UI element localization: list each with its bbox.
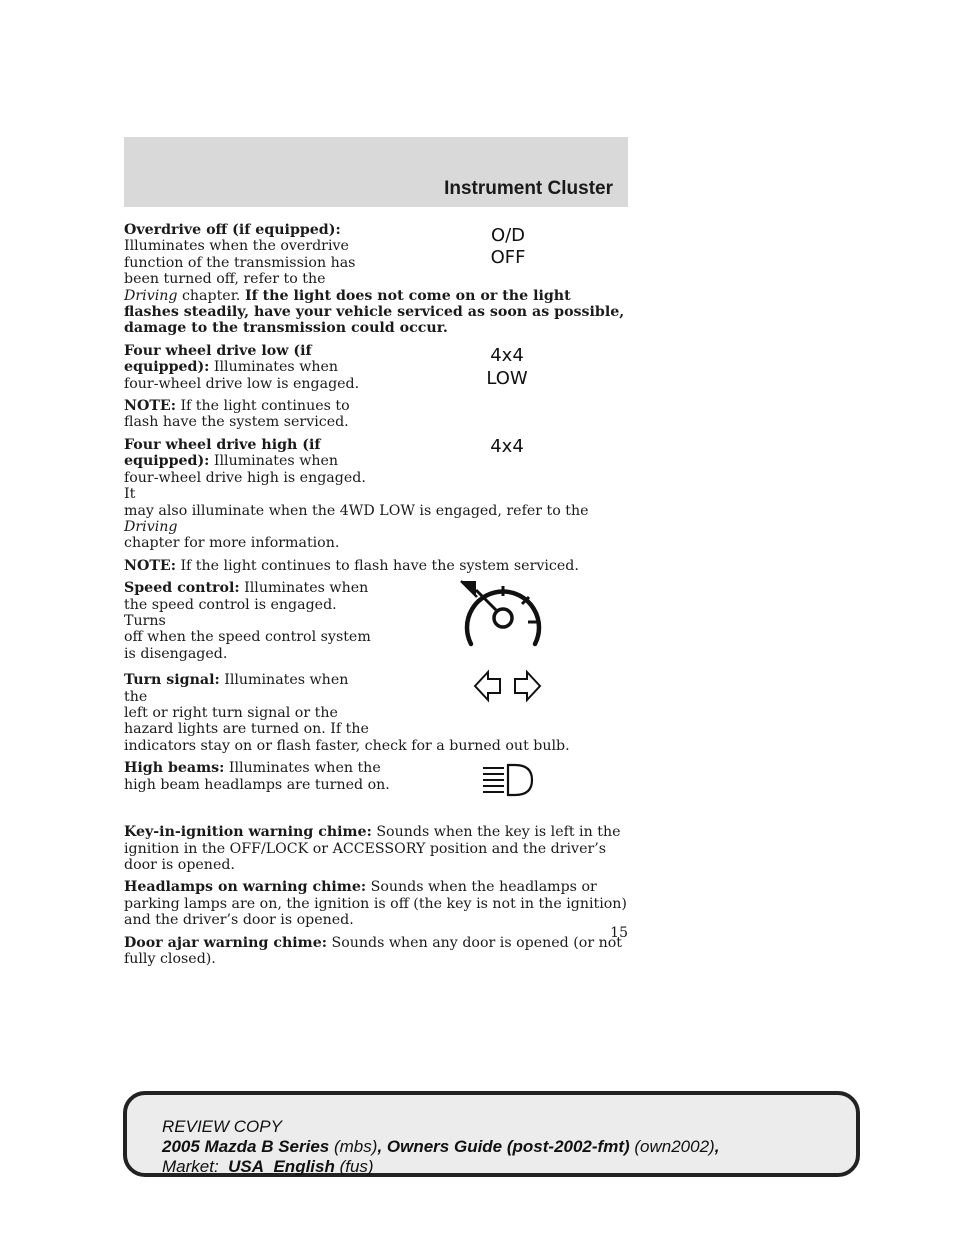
review-market-label: Market:	[162, 1157, 229, 1176]
section-header-bar	[124, 137, 628, 207]
turn-arrows-icon	[473, 669, 543, 703]
overdrive-line-1: Illuminates when the overdrive	[124, 238, 349, 255]
review-market-code: (fus)	[334, 1157, 374, 1176]
entry-speed-control	[124, 580, 628, 672]
review-copy-text	[162, 1117, 852, 1177]
high-beam-icon	[480, 762, 536, 798]
review-model-code: (mbs)	[329, 1137, 378, 1156]
four-wheel-high-icon	[474, 436, 540, 458]
turn-signal-label: Turn signal:	[124, 672, 220, 689]
fwd-high-line-4	[124, 503, 628, 536]
speed-control-line-1	[124, 580, 374, 596]
key-chime-text: Sounds when the key is left in the ignition in the OFF/LOCK or ACCESSORY position and the driver’s door is opened.	[124, 824, 621, 873]
overdrive-label: Overdrive off (if equipped):	[124, 222, 341, 238]
review-sep-1: ,	[377, 1137, 387, 1156]
fwd-low-line-3: four-wheel drive low is engaged.	[124, 375, 360, 392]
high-beams-label: High beams:	[124, 760, 225, 777]
fwd-low-line-2	[124, 359, 370, 375]
fwd-high-line-3: four-wheel drive high is engaged. It	[124, 469, 366, 503]
overdrive-icon-line-2: OFF	[490, 247, 526, 268]
fwd-high-label-2: equipped):	[124, 453, 210, 470]
speed-control-label: Speed control:	[124, 580, 240, 597]
review-market-line	[162, 1157, 852, 1177]
fwd-high-note-label: NOTE:	[124, 557, 176, 574]
review-guide: Owners Guide (post-2002-fmt)	[386, 1137, 630, 1156]
entry-overdrive-off	[124, 222, 628, 337]
turn-signal-line-1	[124, 672, 374, 705]
fwd-high-line-2	[124, 453, 370, 469]
review-model: 2005 Mazda B Series	[162, 1137, 330, 1156]
turn-signal-text-1: Illuminates when the	[124, 672, 349, 705]
four-wheel-low-icon	[474, 344, 540, 390]
overdrive-line-2: function of the transmission has	[124, 254, 356, 271]
overdrive-off-icon	[474, 225, 542, 269]
driving-chapter-ref: Driving	[124, 287, 178, 304]
entry-high-beams	[124, 760, 628, 824]
page-number: 15	[610, 925, 628, 941]
overdrive-text-after-ref: chapter.	[177, 287, 245, 304]
door-chime-paragraph	[124, 935, 628, 968]
overdrive-line-3: been turned off, refer to the	[124, 271, 326, 288]
fwd-high-text-2: Illuminates when	[209, 453, 339, 470]
fwd-high-icon-label: 4x4	[490, 435, 524, 457]
review-market: USA_English	[228, 1157, 335, 1176]
door-chime-label: Door ajar warning chime:	[124, 934, 327, 951]
fwd-low-icon-line-2: LOW	[486, 367, 528, 389]
overdrive-icon-line-1: O/D	[490, 225, 526, 246]
turn-signal-line-4: indicators stay on or flash faster, check for a burned out bulb.	[124, 737, 570, 754]
review-guide-code: (own2002)	[629, 1137, 715, 1156]
headlamp-chime-paragraph	[124, 879, 628, 928]
turn-signal-line-2: left or right turn signal or the	[124, 704, 338, 721]
fwd-high-note-text: If the light continues to flash have the system serviced.	[175, 557, 579, 574]
fwd-low-note-label: NOTE:	[124, 398, 176, 415]
entry-four-wheel-low	[124, 343, 628, 431]
fwd-high-chapter-ref: Driving	[124, 518, 178, 535]
speed-control-text-1: Illuminates when	[239, 580, 369, 597]
review-copy-label: REVIEW COPY	[162, 1117, 282, 1136]
turn-signal-line-3: hazard lights are turned on. If the	[124, 721, 369, 738]
fwd-high-label-1: Four wheel drive high (if	[124, 436, 321, 453]
section-title: Instrument Cluster	[444, 178, 613, 199]
fwd-high-text-4: may also illuminate when the 4WD LOW is engaged, refer to the	[124, 502, 589, 519]
headlamp-chime-label: Headlamps on warning chime:	[124, 879, 367, 896]
fwd-high-note	[124, 558, 628, 574]
headlamp-chime-text: Sounds when the headlamps or parking lamps are on, the ignition is off (the key is not in the ignition) and the driver’s door is opened.	[124, 879, 627, 929]
high-beams-line-2: high beam headlamps are turned on.	[124, 776, 390, 793]
key-chime-label: Key-in-ignition warning chime:	[124, 824, 372, 841]
key-chime-paragraph	[124, 824, 628, 873]
review-model-line	[162, 1137, 852, 1157]
speed-control-line-3: off when the speed control system	[124, 629, 371, 646]
speedometer-arrow-icon	[458, 577, 544, 653]
fwd-low-note-line-1	[124, 398, 370, 414]
review-sep-2: ,	[714, 1137, 720, 1156]
high-beams-text-1: Illuminates when the	[224, 760, 381, 777]
page-content	[124, 222, 628, 967]
door-chime-text: Sounds when any door is opened (or not fully closed).	[124, 934, 623, 967]
entry-four-wheel-high	[124, 437, 628, 574]
entry-turn-signal	[124, 672, 628, 754]
overdrive-warning: If the light does not come on or the light flashes steadily, have your vehicle serviced as soon as possible, damage to the transmission could occur.	[124, 287, 625, 337]
speed-control-line-4: is disengaged.	[124, 645, 228, 662]
fwd-low-text-2: Illuminates when	[209, 359, 339, 376]
speed-control-line-2: the speed control is engaged. Turns	[124, 596, 337, 629]
fwd-low-note-text-1: If the light continues to	[175, 398, 350, 415]
high-beams-line-1	[124, 760, 628, 776]
fwd-low-label-1: Four wheel drive low (if	[124, 342, 312, 359]
fwd-low-label-2: equipped):	[124, 359, 210, 376]
fwd-low-note-line-2: flash have the system serviced.	[124, 414, 349, 431]
overdrive-warning-paragraph	[124, 288, 628, 337]
fwd-low-icon-line-1: 4x4	[490, 344, 524, 366]
fwd-high-line-5: chapter for more information.	[124, 535, 340, 552]
